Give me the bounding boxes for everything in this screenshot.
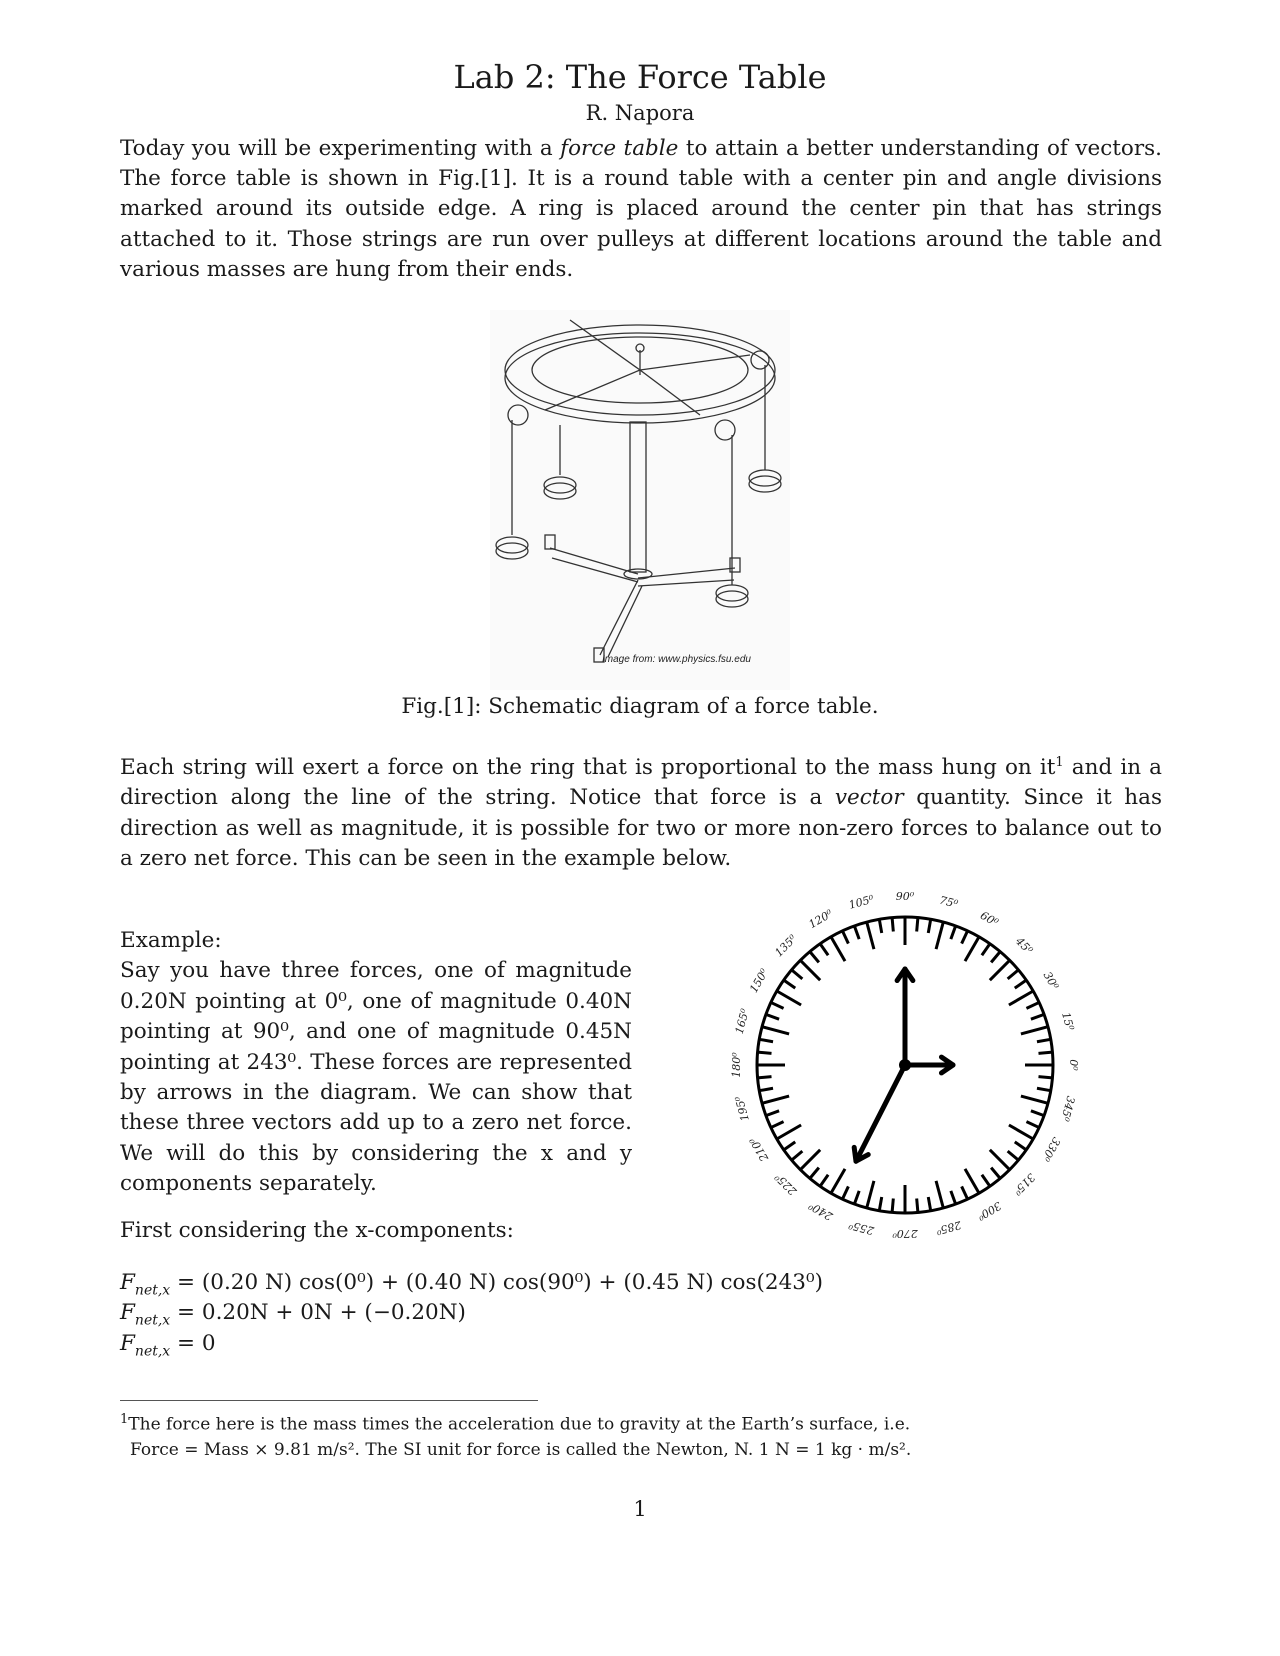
- angle-label: 60⁰: [978, 908, 1001, 930]
- vector-protractor: [720, 880, 1090, 1250]
- angle-label: 90⁰: [895, 890, 915, 903]
- intro-text: Today you will be experimenting with a: [120, 136, 561, 161]
- eq-lhs-sub: net,x: [134, 1312, 171, 1329]
- equation-2: [120, 1300, 466, 1328]
- figure-credit: Image from: www.physics.fsu.edu: [602, 654, 751, 665]
- footnote-line-1: The force here is the mass times the acceleration due to gravity at the Earth’s surface, i.e.: [128, 1414, 911, 1435]
- force-table-figure: [490, 310, 790, 690]
- eq-lhs-sub: net,x: [134, 1343, 171, 1360]
- example-heading: Example:: [120, 928, 222, 953]
- equation-1: [120, 1270, 823, 1298]
- angle-label: 105⁰: [847, 892, 876, 912]
- example-block: [120, 926, 632, 1200]
- figure-caption: Fig.[1]: Schematic diagram of a force table.: [401, 694, 879, 719]
- angle-label: 45⁰: [1013, 934, 1036, 957]
- para2-text: Each string will exert a force on the ring that is proportional to the mass hung on it: [120, 755, 1056, 781]
- eq-lhs-sub: net,x: [134, 1282, 171, 1299]
- intro-emphasis: force table: [560, 136, 679, 161]
- protractor-diagram: [720, 880, 1090, 1250]
- footnote-mark: 1: [120, 1412, 129, 1427]
- eq-lhs: F: [120, 1331, 135, 1356]
- footnote-divider: [120, 1400, 538, 1401]
- author: R. Napora: [585, 101, 695, 125]
- force-table-illustration: [490, 310, 790, 690]
- angle-label: 270⁰: [892, 1227, 918, 1240]
- intro-paragraph: [120, 134, 1162, 285]
- eq-rhs: = 0: [170, 1331, 216, 1356]
- angle-label: 180⁰: [730, 1052, 743, 1078]
- angle-label: 330⁰: [1038, 1134, 1063, 1164]
- angle-label: 120⁰: [806, 907, 836, 932]
- para2-text-2: and in a direction along the line of the string. Notice that force is a: [120, 755, 1162, 811]
- angle-label: 135⁰: [772, 932, 800, 960]
- angle-label: 225⁰: [772, 1170, 800, 1198]
- para2-emphasis: vector: [834, 785, 904, 811]
- angle-label: 315⁰: [1010, 1170, 1038, 1198]
- x-components-intro: First considering the x-components:: [120, 1218, 514, 1243]
- eq-rhs: = 0.20N + 0N + (−0.20N): [170, 1300, 466, 1325]
- force-paragraph: [120, 748, 1162, 874]
- example-text: Say you have three forces, one of magnitude 0.20N pointing at 0⁰, one of magnitude 0.40N pointing at 90⁰, and one of magnitude 0.45N pointing at 243⁰. These forces are represented by arrows in the diagram. We can show that these three vectors add up to a zero net force. We will do this by considering the x and y components separately.: [120, 958, 632, 1197]
- eq-lhs: F: [120, 1300, 135, 1325]
- angle-label: 285⁰: [934, 1218, 963, 1238]
- footnote-ref[interactable]: 1: [1055, 755, 1064, 770]
- angle-label: 15⁰: [1059, 1010, 1077, 1032]
- angle-label: 150⁰: [747, 966, 772, 996]
- page-title: Lab 2: The Force Table: [453, 58, 827, 96]
- angle-label: 300⁰: [974, 1198, 1004, 1223]
- angle-label: 0⁰: [1067, 1059, 1080, 1071]
- equation-3: [120, 1331, 216, 1359]
- para2-text-3: quantity. Since it has direction as well as magnitude, it is possible for two or more non-zero forces to balance out to a zero net force. This can be seen in the example below.: [120, 785, 1162, 871]
- footnote-line-2: Force = Mass × 9.81 m/s². The SI unit for force is called the Newton, N. 1 N = 1 kg · m/s².: [130, 1439, 912, 1460]
- angle-label: 165⁰: [732, 1007, 752, 1036]
- footnote: [120, 1407, 1120, 1463]
- angle-label: 240⁰: [806, 1198, 836, 1223]
- angle-label: 75⁰: [938, 893, 960, 911]
- page-number: 1: [633, 1497, 647, 1521]
- angle-label: 210⁰: [747, 1134, 772, 1164]
- eq-rhs: = (0.20 N) cos(0⁰) + (0.40 N) cos(90⁰) + (0.45 N) cos(243⁰): [170, 1270, 823, 1295]
- angle-label: 195⁰: [732, 1094, 752, 1123]
- angle-label: 255⁰: [847, 1218, 876, 1238]
- intro-text-rest: to attain a better understanding of vectors. The force table is shown in Fig.[1]. It is a round table with a center pin and angle divisions marked around its outside edge. A ring is placed around the center pin that has strings attached to it. Those strings are run over pulleys at different locations around the table and various masses are hung from their ends.: [120, 136, 1162, 282]
- eq-lhs: F: [120, 1270, 135, 1295]
- angle-label: 345⁰: [1058, 1094, 1078, 1123]
- angle-label: 30⁰: [1040, 969, 1062, 992]
